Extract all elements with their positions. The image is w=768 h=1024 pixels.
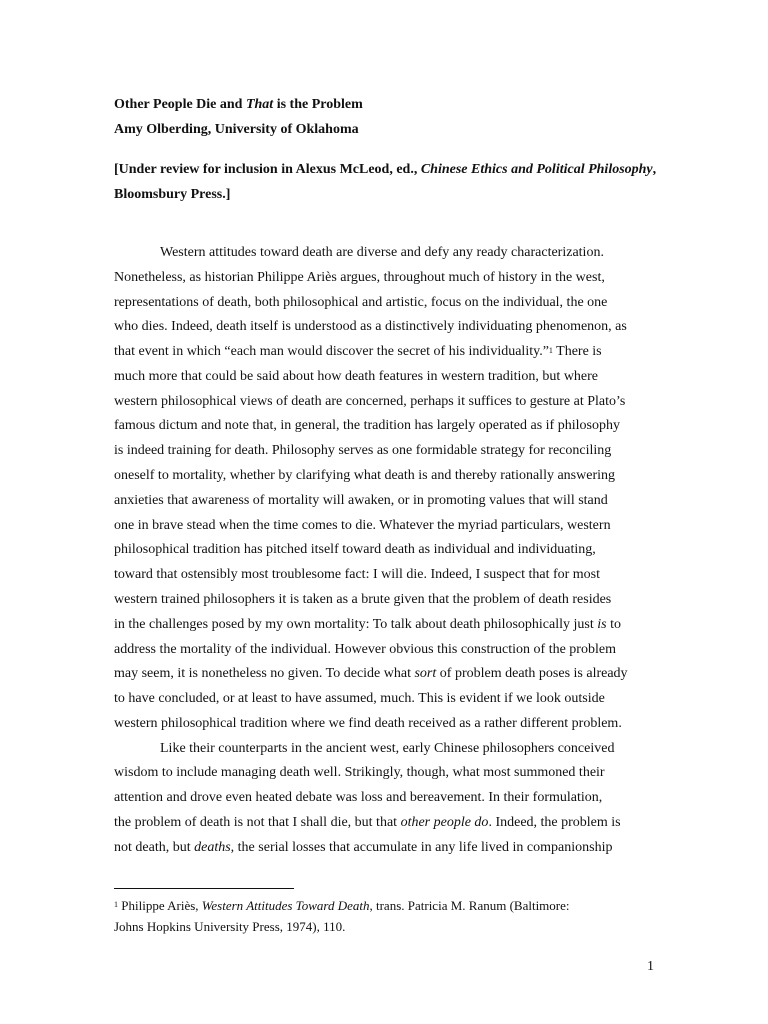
text-line: one in brave stead when the time comes to die. Whatever the myriad particulars, western [114, 517, 611, 533]
text-line: representations of death, both philosophical and artistic, focus on the individual, the one [114, 294, 608, 310]
text-line: Like their counterparts in the ancient west, early Chinese philosophers conceived [160, 740, 615, 756]
text-line: famous dictum and note that, in general, the tradition has largely operated as if philosophy [114, 418, 620, 434]
text-line: toward that ostensibly most troublesome fact: I will die. Indeed, I suspect that for most [114, 567, 601, 583]
text-line: Nonetheless, as historian Philippe Ariès argues, throughout much of history in the west, [114, 269, 605, 285]
text-line: not death, but deaths, the serial losses that accumulate in any life lived in companionship [114, 839, 613, 855]
text-line: much more that could be said about how death features in western tradition, but where [114, 368, 599, 384]
text-line: philosophical tradition has pitched itself toward death as individual and individuating, [114, 542, 596, 558]
text-line: wisdom to include managing death well. Strikingly, though, what most summoned their [114, 765, 605, 781]
text-line: the problem of death is not that I shall die, but that other people do. Indeed, the problem is [114, 814, 621, 830]
page-number: 1 [647, 959, 654, 974]
text-line: western trained philosophers it is taken as a brute given that the problem of death resides [114, 591, 612, 607]
text-line: attention and drove even heated debate was loss and bereavement. In their formulation, [114, 790, 603, 806]
text-line: that event in which “each man would discover the secret of his individuality.”$^1$ There is [114, 344, 602, 360]
body-text [114, 241, 659, 861]
text-line: to have concluded, or at least to have assumed, much. This is evident if we look outside [114, 691, 605, 707]
footnote-line: Johns Hopkins University Press, 1974), 110. [114, 919, 346, 934]
review-note: [Under review for inclusion in Alexus McLeod, ed., Chinese Ethics and Political Philosophy, [114, 162, 657, 178]
footnote-divider [114, 888, 294, 889]
text-line: anxieties that awareness of mortality will awaken, or in promoting values that will stand [114, 492, 608, 508]
paper-title: Other People Die and That is the Problem [114, 97, 363, 112]
text-line: address the mortality of the individual. However obvious this construction of the problem [114, 641, 616, 657]
paper-header [114, 93, 674, 207]
text-line: western philosophical views of death are concerned, perhaps it suffices to gesture at Plato’s [114, 393, 626, 409]
author-line: Amy Olberding, University of Oklahoma [114, 121, 359, 137]
text-line: in the challenges posed by my own mortality: To talk about death philosophically just is to [114, 616, 621, 632]
text-line: Western attitudes toward death are diverse and defy any ready characterization. [160, 245, 604, 260]
text-line: western philosophical tradition where we find death received as a rather different problem. [114, 715, 622, 731]
review-note-line2: Bloomsbury Press.] [114, 186, 231, 202]
text-line: who dies. Indeed, death itself is understood as a distinctively individuating phenomenon, as [114, 319, 627, 335]
footnote-line: $^1$ Philippe Ariès, Western Attitudes Toward Death, trans. Patricia M. Ranum (Baltimore: [114, 898, 570, 913]
text-line: oneself to mortality, whether by clarifying what death is and thereby rationally answering [114, 468, 615, 484]
footnote-number: 1 [114, 900, 118, 909]
footnote [114, 895, 674, 937]
footnote-ref[interactable]: 1 [548, 346, 553, 356]
text-line: is indeed training for death. Philosophy serves as one formidable strategy for reconciling [114, 443, 612, 459]
text-line: may seem, it is nonetheless no given. To decide what sort of problem death poses is already [114, 666, 628, 682]
